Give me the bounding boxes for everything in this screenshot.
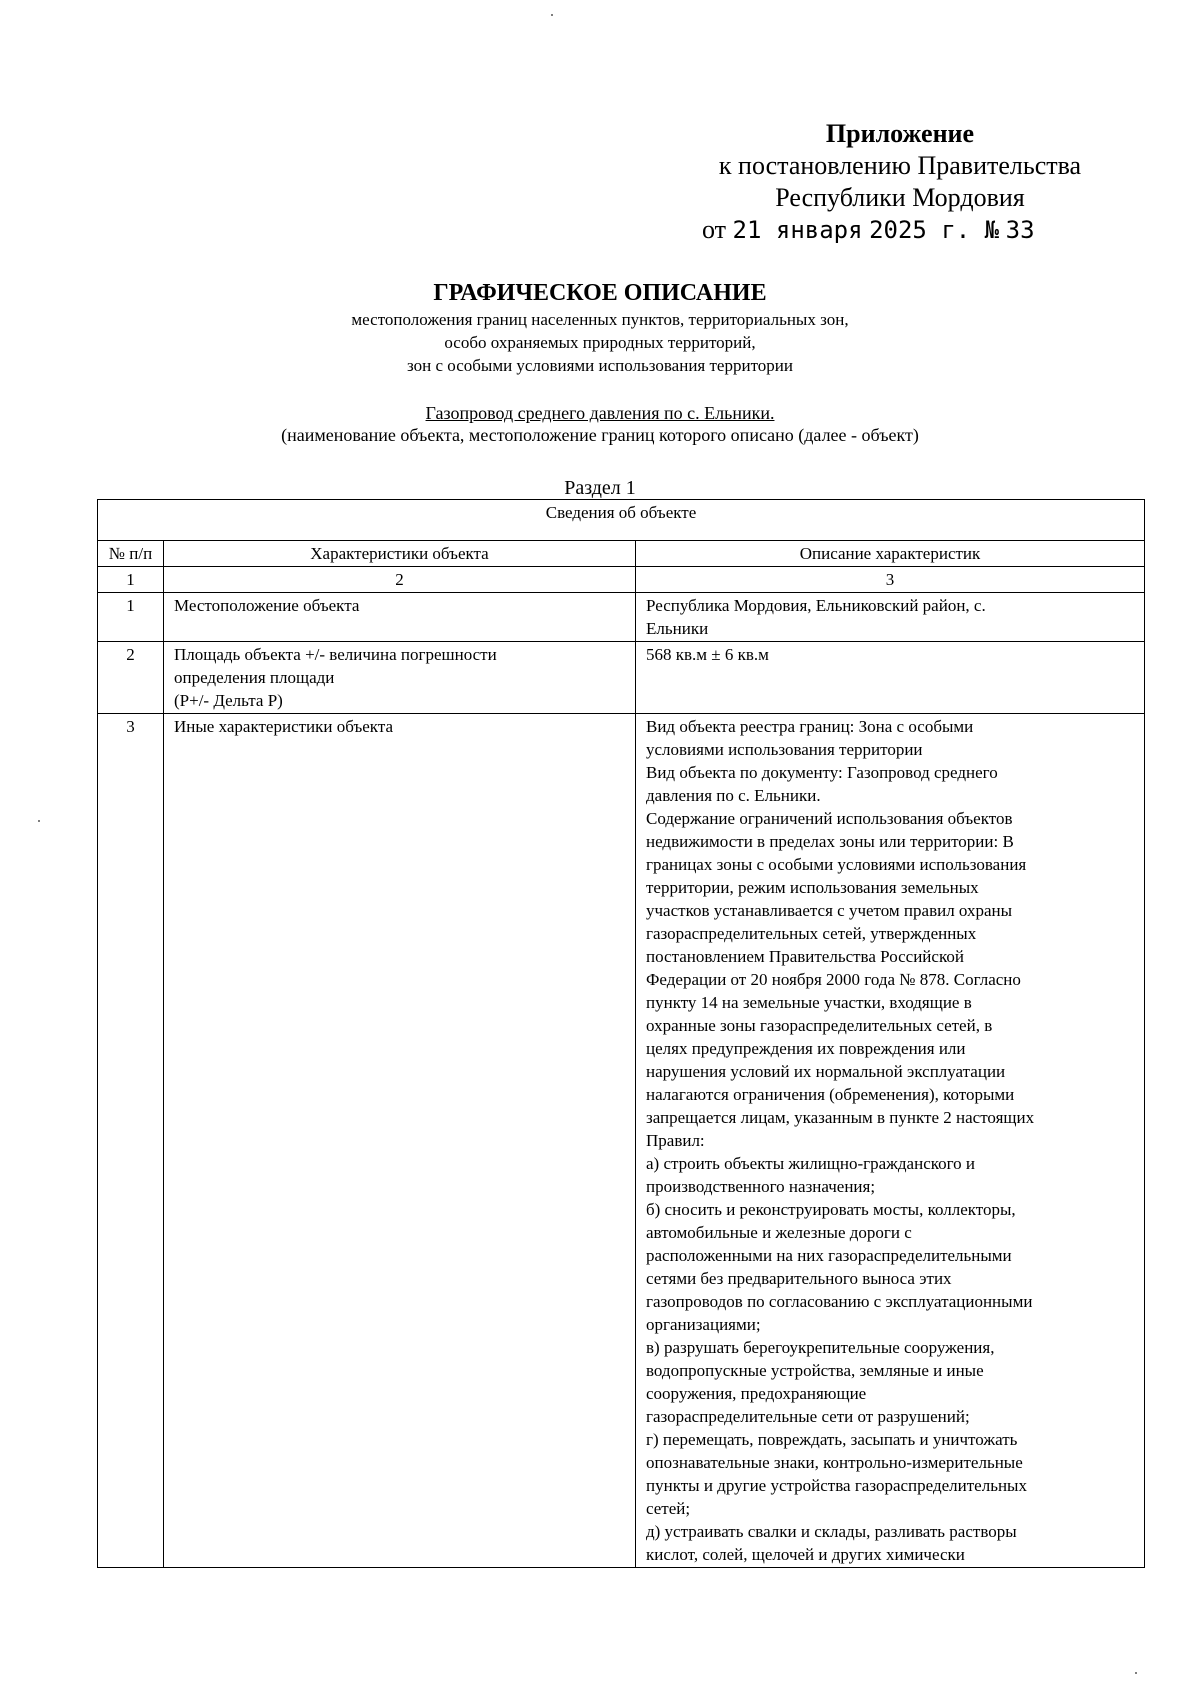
desc-line: Правил: <box>646 1131 705 1150</box>
subtitle-line-3: зон с особыми условиями использования территории <box>407 356 793 375</box>
desc-line: кислот, солей, щелочей и других химически <box>646 1545 965 1564</box>
desc-line: газораспределительных сетей, утвержденных <box>646 924 977 943</box>
desc-line: г) перемещать, повреждать, засыпать и уничтожать <box>646 1430 1018 1449</box>
header-description: Описание характеристик <box>636 541 1145 567</box>
desc-line: целях предупреждения их повреждения или <box>646 1039 966 1058</box>
object-name: Газопровод среднего давления по с. Ельники. <box>425 403 775 423</box>
desc-line: недвижимости в пределах зоны или территории: В <box>646 832 1014 851</box>
table-title-row <box>98 500 1145 541</box>
desc-line: сетей; <box>646 1499 691 1518</box>
object-block <box>140 402 1060 446</box>
colnum-3: 3 <box>636 567 1145 593</box>
name-line: Площадь объекта +/- величина погрешности <box>174 645 497 664</box>
date-value: 21 января <box>732 216 863 244</box>
name-line: определения площади <box>174 668 335 687</box>
date-prefix: от <box>702 215 727 244</box>
row-num: 2 <box>98 642 164 714</box>
desc-line: Вид объекта реестра границ: Зона с особыми <box>646 717 974 736</box>
desc-line: б) сносить и реконструировать мосты, коллекторы, <box>646 1200 1016 1219</box>
row-desc <box>636 642 1145 714</box>
scan-speck <box>551 14 553 16</box>
desc-line: газопроводов по согласованию с эксплуатационными <box>646 1292 1033 1311</box>
scan-speck <box>38 820 40 822</box>
desc-line: охранные зоны газораспределительных сетей, в <box>646 1016 993 1035</box>
object-caption: (наименование объекта, местоположение границ которого описано (далее - объект) <box>281 425 919 445</box>
desc-line: давления по с. Ельники. <box>646 786 821 805</box>
desc-line: границах зоны с особыми условиями использования <box>646 855 1027 874</box>
row-desc <box>636 593 1145 642</box>
desc-line: территории, режим использования земельных <box>646 878 979 897</box>
desc-line: сетями без предварительного выноса этих <box>646 1269 952 1288</box>
table-row <box>98 642 1145 714</box>
subtitle-line-2: особо охраняемых природных территорий, <box>444 333 756 352</box>
appendix-block <box>690 118 1110 246</box>
section-label: Раздел 1 <box>564 477 636 499</box>
appendix-date-line <box>690 214 1110 246</box>
desc-line: Содержание ограничений использования объектов <box>646 809 1013 828</box>
desc-line: газораспределительные сети от разрушений; <box>646 1407 970 1426</box>
table-colnum-row <box>98 567 1145 593</box>
row-desc-long <box>636 714 1145 1568</box>
scan-speck <box>1135 1672 1137 1674</box>
appendix-line-2: Республики Мордовия <box>775 183 1025 212</box>
row-name: Иные характеристики объекта <box>164 714 636 1568</box>
colnum-2: 2 <box>164 567 636 593</box>
desc-line: пункты и другие устройства газораспределительных <box>646 1476 1027 1495</box>
desc-line: сооружения, предохраняющие <box>646 1384 867 1403</box>
desc-line: Федерации от 20 ноября 2000 года № 878. Согласно <box>646 970 1021 989</box>
table-row <box>98 593 1145 642</box>
row-num: 3 <box>98 714 164 1568</box>
desc-line: участков устанавливается с учетом правил охраны <box>646 901 1013 920</box>
desc-line: а) строить объекты жилищно-гражданского и <box>646 1154 976 1173</box>
header-num: № п/п <box>98 541 164 567</box>
decree-number: 33 <box>1005 216 1035 244</box>
subtitle-line-1: местоположения границ населенных пунктов, территориальных зон, <box>351 310 849 329</box>
document-subtitle <box>140 308 1060 377</box>
object-info-table <box>97 499 1145 1568</box>
desc-line: нарушения условий их нормальной эксплуатации <box>646 1062 1006 1081</box>
table-header-row <box>98 541 1145 567</box>
row-name <box>164 642 636 714</box>
desc-line: водопропускные устройства, земляные и иные <box>646 1361 984 1380</box>
desc-line: Республика Мордовия, Ельниковский район, с. <box>646 596 986 615</box>
desc-line: налагаются ограничения (обременения), которыми <box>646 1085 1015 1104</box>
desc-line: Ельники <box>646 619 709 638</box>
appendix-line-1: к постановлению Правительства <box>718 151 1082 180</box>
desc-line: производственного назначения; <box>646 1177 876 1196</box>
header-characteristics: Характеристики объекта <box>164 541 636 567</box>
desc-line: запрещается лицам, указанным в пункте 2 настоящих <box>646 1108 1035 1127</box>
date-year: 2025 г. № <box>869 216 1000 244</box>
desc-line: автомобильные и железные дороги с <box>646 1223 912 1242</box>
desc-line: постановлением Правительства Российской <box>646 947 964 966</box>
desc-line: расположенными на них газораспределительными <box>646 1246 1012 1265</box>
desc-line: организациями; <box>646 1315 761 1334</box>
appendix-title: Приложение <box>825 119 975 148</box>
desc-line: 568 кв.м ± 6 кв.м <box>646 645 769 664</box>
name-line: (P+/- Дельта P) <box>174 691 283 710</box>
table-row <box>98 714 1145 1568</box>
table-title: Сведения об объекте <box>98 500 1145 541</box>
desc-line: пункту 14 на земельные участки, входящие в <box>646 993 972 1012</box>
desc-line: Вид объекта по документу: Газопровод среднего <box>646 763 998 782</box>
document-title: ГРАФИЧЕСКОЕ ОПИСАНИЕ <box>433 280 767 306</box>
desc-line: д) устраивать свалки и склады, разливать растворы <box>646 1522 1017 1541</box>
row-name: Местоположение объекта <box>164 593 636 642</box>
colnum-1: 1 <box>98 567 164 593</box>
desc-line: в) разрушать берегоукрепительные сооружения, <box>646 1338 995 1357</box>
desc-line: опознавательные знаки, контрольно-измерительные <box>646 1453 1023 1472</box>
row-num: 1 <box>98 593 164 642</box>
desc-line: условиями использования территории <box>646 740 923 759</box>
